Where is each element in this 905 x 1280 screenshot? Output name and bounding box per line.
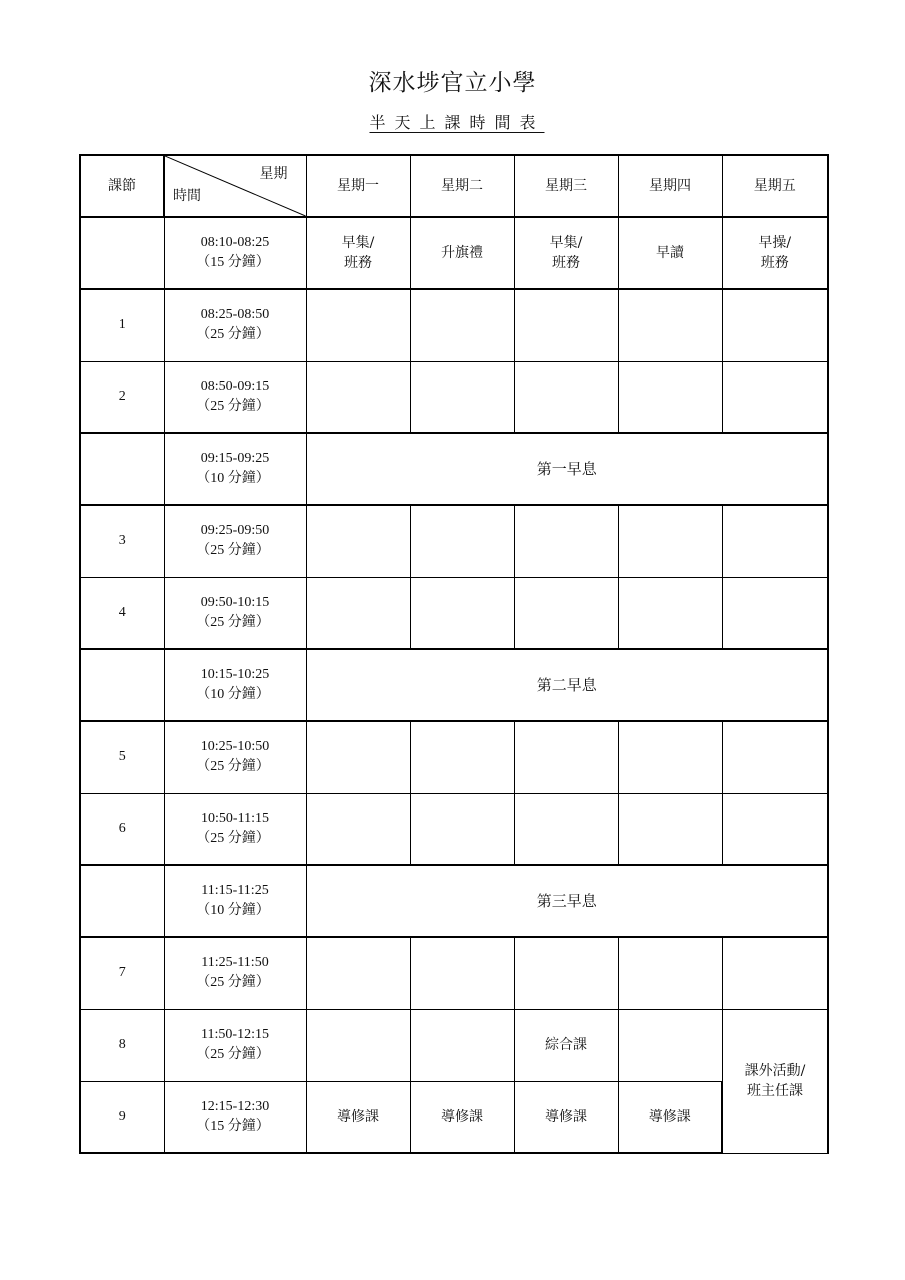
day-header-thu: 星期四 (618, 155, 722, 217)
day-header-fri: 星期五 (722, 155, 828, 217)
slot-tue (410, 1009, 514, 1081)
time-cell (164, 577, 306, 649)
day-header-tue: 星期二 (410, 155, 514, 217)
assembly-tue (410, 217, 514, 289)
slot-mon (306, 289, 410, 361)
slot-tue (410, 577, 514, 649)
period-row-6 (80, 793, 828, 865)
slot-wed (514, 361, 618, 433)
slot-thu: 導修課 (618, 1081, 722, 1153)
duration: （25 分鐘） (196, 327, 270, 343)
slot-fri (722, 937, 828, 1009)
break-label: 第三早息 (306, 865, 828, 937)
period-cell: 6 (80, 793, 164, 865)
period-cell: 7 (80, 937, 164, 1009)
period-cell: 2 (80, 361, 164, 433)
time-cell (164, 649, 306, 721)
slot-mon (306, 793, 410, 865)
duration: （25 分鐘） (196, 543, 270, 559)
time-cell (164, 865, 306, 937)
period-row-8 (80, 1009, 828, 1081)
slot-mon (306, 361, 410, 433)
slot-mon (306, 937, 410, 1009)
period-cell: 5 (80, 721, 164, 793)
slot-mon (306, 1009, 410, 1081)
slot-fri-combined (722, 1009, 828, 1153)
assembly-wed (514, 217, 618, 289)
slot-tue (410, 721, 514, 793)
slot-wed (514, 505, 618, 577)
slot-mon (306, 721, 410, 793)
time-cell (164, 937, 306, 1009)
slot-mon (306, 577, 410, 649)
assembly-fri (722, 217, 828, 289)
break-row-1 (80, 433, 828, 505)
subtitle-text: 半天上課時間表 (369, 113, 545, 132)
activity-text: 早集/ 班務 (549, 235, 583, 271)
time-range: 08:50-09:15 (200, 378, 270, 394)
time-range: 08:10-08:25 (200, 235, 270, 250)
time-range: 09:15-09:25 (200, 451, 270, 466)
activity-text: 早集/ 班務 (341, 235, 375, 271)
period-row-7 (80, 937, 828, 1009)
slot-tue (410, 289, 514, 361)
slot-mon (306, 505, 410, 577)
period-header: 課節 (80, 155, 164, 217)
period-row-3 (80, 505, 828, 577)
period-cell: 9 (80, 1081, 164, 1153)
time-range: 08:25-08:50 (200, 307, 270, 323)
duration: （10 分鐘） (196, 687, 270, 702)
time-cell (164, 793, 306, 865)
slot-fri (722, 793, 828, 865)
activity-text: 早讀 (656, 245, 684, 261)
time-range: 10:15-10:25 (200, 667, 270, 682)
school-name: 深水埗官立小學 (368, 70, 537, 96)
time-cell (164, 1081, 306, 1153)
period-row-1 (80, 289, 828, 361)
assembly-mon (306, 217, 410, 289)
duration: （15 分鐘） (196, 255, 270, 270)
duration: （25 分鐘） (196, 759, 270, 775)
header-row (80, 155, 828, 217)
period-cell (80, 865, 164, 937)
slot-tue: 導修課 (410, 1081, 514, 1153)
slot-fri (722, 577, 828, 649)
time-caption: 時間 (173, 188, 201, 204)
assembly-thu (618, 217, 722, 289)
period-row-5 (80, 721, 828, 793)
slot-wed: 綜合課 (514, 1009, 618, 1081)
duration: （15 分鐘） (196, 1118, 270, 1134)
slot-wed (514, 937, 618, 1009)
day-header-mon: 星期一 (306, 155, 410, 217)
slot-fri (722, 721, 828, 793)
slot-tue (410, 361, 514, 433)
slot-thu (618, 721, 722, 793)
day-header-wed: 星期三 (514, 155, 618, 217)
time-range: 09:50-10:15 (200, 594, 270, 610)
period-row-9 (80, 1081, 828, 1153)
break-row-2 (80, 649, 828, 721)
break-label: 第一早息 (306, 433, 828, 505)
slot-fri (722, 505, 828, 577)
time-cell (164, 217, 306, 289)
slot-thu (618, 505, 722, 577)
time-range: 10:25-10:50 (200, 739, 270, 755)
activity-text: 升旗禮 (441, 245, 483, 261)
slot-wed (514, 577, 618, 649)
duration: （25 分鐘） (196, 975, 270, 991)
time-range: 11:50-12:15 (201, 1027, 269, 1042)
break-row-3 (80, 865, 828, 937)
period-row-4 (80, 577, 828, 649)
slot-wed (514, 721, 618, 793)
time-range: 10:50-11:15 (201, 810, 269, 826)
period-cell: 3 (80, 505, 164, 577)
time-cell (164, 289, 306, 361)
break-label: 第二早息 (306, 649, 828, 721)
slot-fri (722, 289, 828, 361)
time-cell (164, 433, 306, 505)
time-cell (164, 361, 306, 433)
duration: （10 分鐘） (196, 471, 270, 486)
slot-tue (410, 937, 514, 1009)
slot-thu (618, 577, 722, 649)
activity-text: 早操/ 班務 (758, 235, 792, 271)
slot-fri (722, 361, 828, 433)
time-range: 09:25-09:50 (200, 523, 270, 539)
duration: （25 分鐘） (196, 398, 270, 414)
period-cell (80, 217, 164, 289)
slot-thu (618, 1009, 722, 1081)
duration: （25 分鐘） (196, 1047, 270, 1062)
period-cell: 1 (80, 289, 164, 361)
assembly-row (80, 217, 828, 289)
diagonal-header-cell (164, 155, 306, 217)
slot-wed: 導修課 (514, 1081, 618, 1153)
timetable-subtitle (0, 110, 905, 133)
period-row-2 (80, 361, 828, 433)
period-cell (80, 433, 164, 505)
slot-tue (410, 793, 514, 865)
time-range: 12:15-12:30 (200, 1098, 270, 1114)
timetable (79, 154, 829, 1154)
duration: （25 分鐘） (196, 830, 270, 846)
slot-thu (618, 289, 722, 361)
period-cell (80, 649, 164, 721)
day-caption: 星期 (259, 166, 288, 182)
duration: （10 分鐘） (196, 903, 270, 918)
slot-thu (618, 793, 722, 865)
slot-thu (618, 937, 722, 1009)
activity-text: 課外活動/ 班主任課 (744, 1063, 806, 1099)
duration: （25 分鐘） (196, 614, 270, 630)
time-range: 11:25-11:50 (201, 955, 269, 971)
slot-wed (514, 793, 618, 865)
time-range: 11:15-11:25 (201, 883, 269, 898)
period-cell: 8 (80, 1009, 164, 1081)
slot-thu (618, 361, 722, 433)
time-cell (164, 505, 306, 577)
time-cell (164, 721, 306, 793)
slot-mon: 導修課 (306, 1081, 410, 1153)
slot-wed (514, 289, 618, 361)
time-cell (164, 1009, 306, 1081)
period-cell: 4 (80, 577, 164, 649)
slot-tue (410, 505, 514, 577)
